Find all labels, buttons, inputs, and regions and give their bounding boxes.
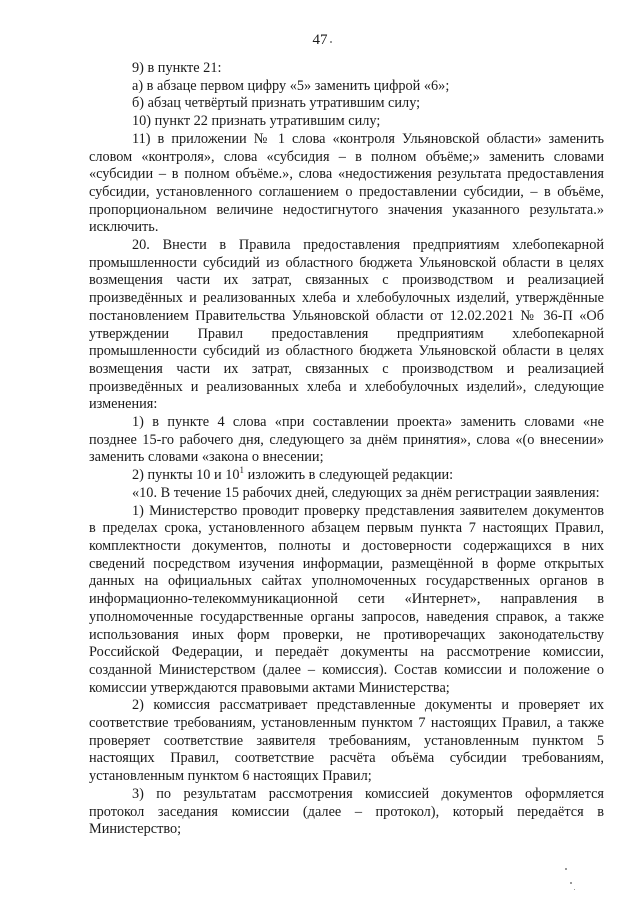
paragraph-subitem-3: 3) по результатам рассмотрения комиссией документов оформляется протокол заседания комиссии (далее – протокол), который передаётся в Министерство; xyxy=(89,785,604,838)
paragraph-item-10: 10) пункт 22 признать утратившим силу; xyxy=(132,113,381,130)
page-number: 47 xyxy=(312,32,328,48)
document-body xyxy=(89,60,604,839)
paragraph-item-9b: б) абзац четвёртый признать утратившим силу; xyxy=(132,95,421,112)
scan-speck xyxy=(570,882,572,884)
paragraph-section-20: 20. Внести в Правила предоставления предприятиям хлебопекарной промышленности субсидий из областного бюджета Ульяновской области в целях возмещения части их затрат, связанных с производством и реализацией произведённых и реализованных хлеба и хлебобулочных изделий, утверждённые постановлением Правительства Ульяновской области от 12.02.2021 № 36-П «Об утверждении Правил предоставления предприятиям хлебопекарной промышленности субсидий из областного бюджета Ульяновской области в целях возмещения части их затрат, связанных с производством и реализацией произведённых и реализованных хлеба и хлебобулочных изделий», следующие изменения: xyxy=(89,237,604,413)
paragraph-subitem-2: 2) комиссия рассматривает представленные документы и проверяет их соответствие требованиям, установленным пунктом 7 настоящих Правил, а также проверяет соответствие заявителя требованиям, установленным пунктом 5 настоящих Правил, соответствие расчёта объёма субсидии требованиям, установленным пунктом 6 настоящих Правил; xyxy=(89,697,604,785)
scan-speck xyxy=(574,889,575,890)
paragraph-subitem-1: 1) Министерство проводит проверку представления заявителем документов в пределах срока, установленного абзацем первым пункта 7 настоящих Правил, комплектности документов, полноты и достоверности содержащихся в них сведений посредством изучения информации, размещённой в форме открытых данных на официальных сайтах уполномоченных государственных органов в информационно-телекоммуникационной сети «Интернет», направления в уполномоченные государственные органы запросов, наведения справок, а также использования иных форм проверки, не противоречащих законодательству Российской Федерации, и передаёт документы на рассмотрение комиссии, созданной Министерством (далее – комиссия). Состав комиссии и положение о комиссии утверждаются правовыми актами Министерства; xyxy=(89,502,604,696)
scan-speck xyxy=(330,41,332,43)
paragraph-item-9: 9) в пункте 21: xyxy=(132,60,222,76)
paragraph-point-10-intro: «10. В течение 15 рабочих дней, следующих за днём регистрации заявления: xyxy=(132,484,600,501)
scan-speck xyxy=(565,868,567,870)
change-2-text-before: 2) пункты 10 и 10 xyxy=(132,467,240,484)
change-2-superscript: 1 xyxy=(239,465,245,476)
paragraph-item-9a: а) в абзаце первом цифру «5» заменить цифрой «6»; xyxy=(132,77,450,94)
paragraph-item-11: 11) в приложении № 1 слова «контроля Ульяновской области» заменить словом «контроля», слова «субсидия – в полном объёме;» заменить словами «субсидии – в полном объёме.», слова «недостижения результата предоставления субсидии, установленного соглашением о предоставлении субсидии, – в объёме, пропорциональном величине недостигнутого значения указанного результата.» исключить. xyxy=(89,130,604,236)
paragraph-change-2 xyxy=(89,467,604,485)
change-2-text-after: изложить в следующей редакции: xyxy=(244,467,454,484)
paragraph-change-1: 1) в пункте 4 слова «при составлении проекта» заменить словами «не позднее 15-го рабочего дня, следующего за днём принятия», слова «(о внесении» заменить словами «закона о внесении; xyxy=(89,414,604,466)
